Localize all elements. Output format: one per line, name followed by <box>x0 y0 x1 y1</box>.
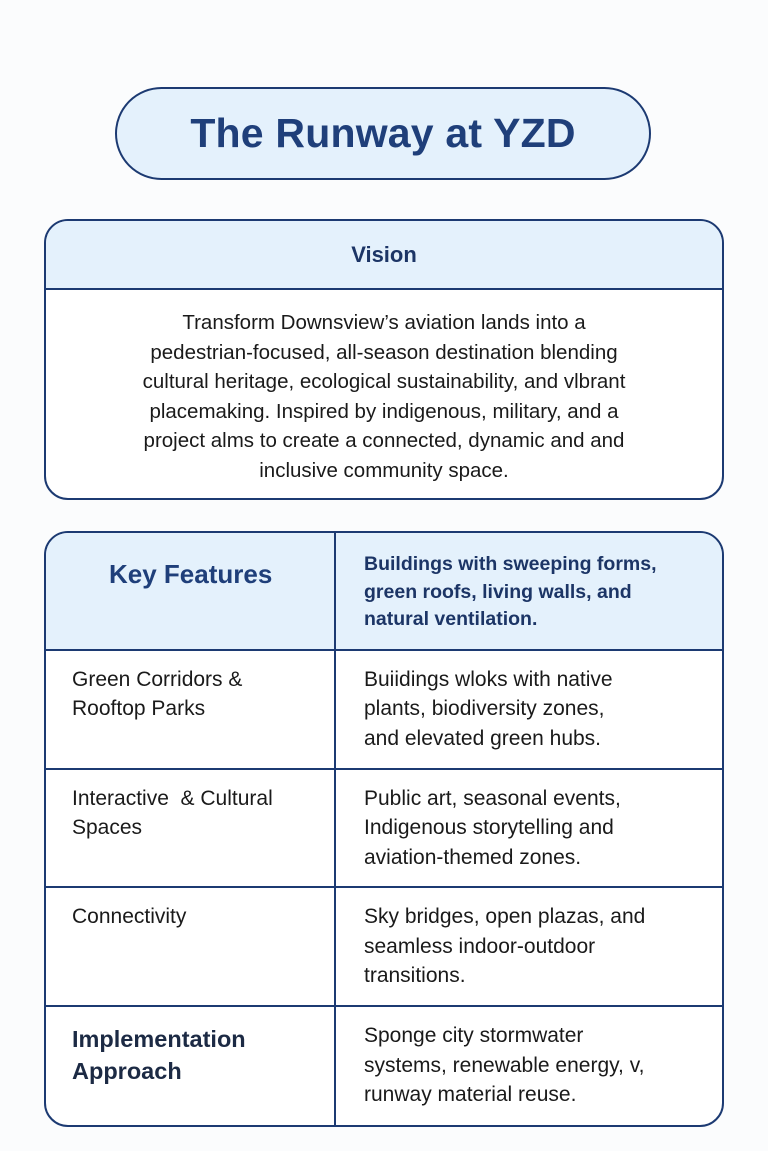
feature-label-cell <box>46 769 335 888</box>
header-desc-line: green roofs, living walls, and <box>364 580 632 603</box>
feature-label-line: Green Corridors & <box>72 667 243 691</box>
features-table-card <box>44 531 724 1127</box>
vision-line: inclusive community space. <box>259 458 509 482</box>
feature-desc-line: runway material reuse. <box>364 1083 577 1107</box>
feature-desc-line: plants, biodiversity zones, <box>364 697 605 721</box>
vision-line: Transform Downsview’s aviation lands into a <box>182 311 586 334</box>
feature-label-cell <box>46 1006 335 1125</box>
table-header-row <box>46 533 722 650</box>
feature-label-line: Approach <box>72 1058 182 1085</box>
feature-desc-line: systems, renewable energy, v, <box>364 1053 645 1077</box>
table-row-green-corridors <box>46 650 722 769</box>
vision-header <box>46 221 722 290</box>
page-title: The Runway at YZD <box>190 110 576 156</box>
feature-desc-line: transitions. <box>364 964 466 988</box>
feature-desc-line: Public art, seasonal events, <box>364 786 621 810</box>
feature-desc-line: and elevated green hubs. <box>364 726 602 750</box>
feature-desc-line: Buiidings wloks with native <box>364 667 613 691</box>
feature-desc-line: Indigenous storytelling and <box>364 816 614 840</box>
table-row-connectivity <box>46 887 722 1006</box>
feature-desc-cell <box>335 1006 722 1125</box>
feature-desc-cell <box>335 887 722 1006</box>
feature-label-line: Rooftop Parks <box>72 697 206 721</box>
title-banner <box>115 87 651 180</box>
feature-desc-line: seamless indoor-outdoor <box>364 934 596 958</box>
feature-label-cell <box>46 887 335 1006</box>
feature-label-line: Spaces <box>72 816 143 840</box>
feature-label-line: Implementation <box>72 1026 246 1053</box>
feature-desc-cell <box>335 769 722 888</box>
features-table <box>46 533 722 1125</box>
feature-label-line: Interactive & Cultural <box>72 786 273 810</box>
vision-text <box>46 290 722 485</box>
feature-label-line: Connectivity <box>72 905 187 929</box>
feature-label-cell <box>46 650 335 769</box>
feature-desc-line: Sponge city stormwater <box>364 1024 584 1048</box>
table-row-implementation <box>46 1006 722 1125</box>
vision-card <box>44 219 724 500</box>
header-desc-line: Buildings with sweeping forms, <box>364 553 657 575</box>
header-cell-key-features <box>46 533 335 650</box>
vision-heading: Vision <box>351 241 417 267</box>
header-cell-description <box>335 533 722 650</box>
key-features-heading: Key Features <box>109 559 273 589</box>
vision-line: placemaking. Inspired by indigenous, military, and a <box>149 399 619 423</box>
feature-desc-line: Sky bridges, open plazas, and <box>364 905 646 929</box>
table-row-cultural-spaces <box>46 769 722 888</box>
vision-line: pedestrian-focused, all-season destination blending <box>150 340 618 364</box>
feature-desc-cell <box>335 650 722 769</box>
header-desc-line: natural ventilation. <box>364 608 538 630</box>
vision-line: project alms to create a connected, dynamic and and <box>143 429 625 452</box>
vision-line: cultural heritage, ecological sustainability, and vlbrant <box>142 370 626 393</box>
feature-desc-line: aviation-themed zones. <box>364 845 582 869</box>
